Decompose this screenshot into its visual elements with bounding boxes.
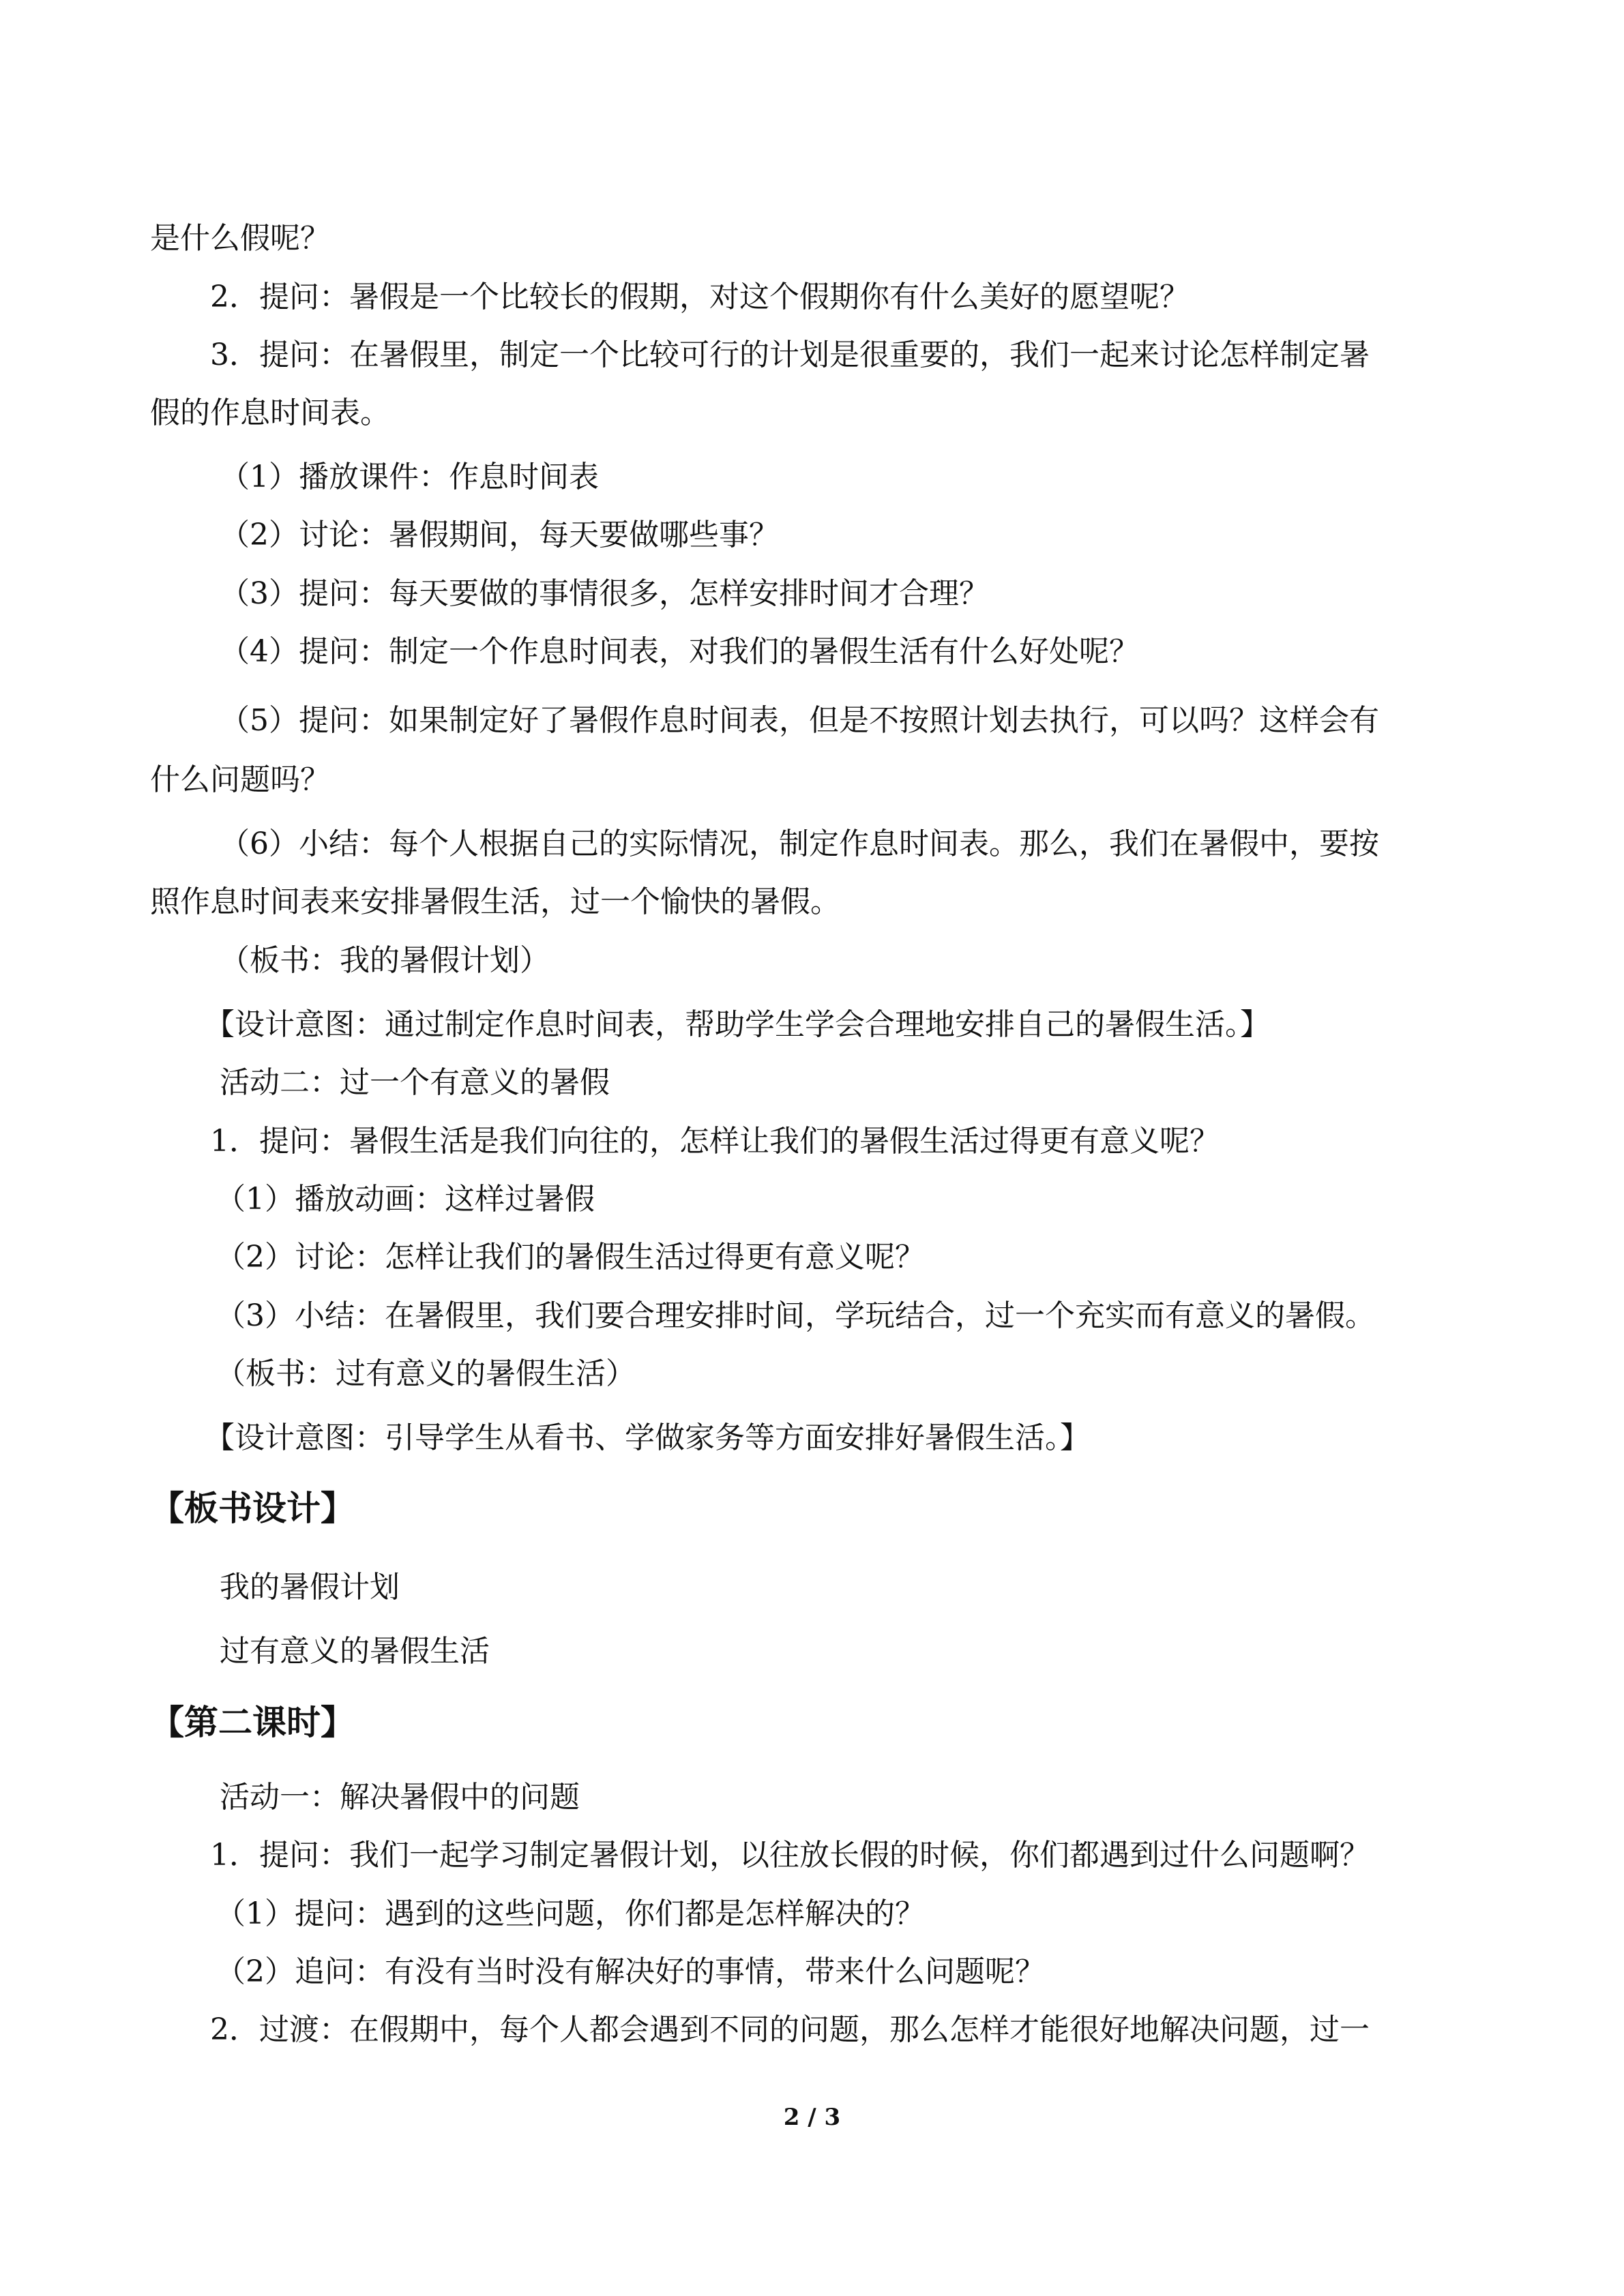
design-intent-note: 【设计意图：引导学生从看书、学做家务等方面安排好暑假生活。】: [205, 1420, 1090, 1455]
paragraph-line: （3）小结：在暑假里，我们要合理安排时间，学玩结合，过一个充实而有意义的暑假。: [216, 1298, 1375, 1333]
paragraph-line: 什么问题吗？: [150, 762, 330, 797]
paragraph-line: （5）提问：如果制定好了暑假作息时间表，但是不按照计划去执行，可以吗？这样会有: [220, 703, 1379, 738]
paragraph-line: （1）播放课件：作息时间表: [220, 460, 599, 494]
paragraph-line: （板书：过有意义的暑假生活）: [216, 1356, 636, 1391]
paragraph-line: （板书：我的暑假计划）: [220, 943, 550, 978]
paragraph-line: （1）播放动画：这样过暑假: [216, 1182, 595, 1217]
board-line: 过有意义的暑假生活: [220, 1634, 490, 1669]
activity-title: 活动一：解决暑假中的问题: [220, 1780, 580, 1815]
activity-title: 活动二：过一个有意义的暑假: [220, 1065, 610, 1100]
paragraph-line: 照作息时间表来安排暑假生活，过一个愉快的暑假。: [150, 884, 840, 919]
paragraph-line: 2．提问：暑假是一个比较长的假期，对这个假期你有什么美好的愿望呢？: [210, 280, 1190, 314]
paragraph-line: 1．提问：暑假生活是我们向往的，怎样让我们的暑假生活过得更有意义呢？: [210, 1124, 1220, 1159]
paragraph-line: 是什么假呢？: [150, 221, 330, 256]
paragraph-line: （6）小结：每个人根据自己的实际情况，制定作息时间表。那么，我们在暑假中，要按: [220, 826, 1379, 861]
paragraph-line: 2．过渡：在假期中，每个人都会遇到不同的问题，那么怎样才能很好地解决问题，过一: [210, 2012, 1370, 2047]
paragraph-line: （2）讨论：怎样让我们的暑假生活过得更有意义呢？: [216, 1240, 925, 1274]
page-number: 2 / 3: [783, 2104, 841, 2131]
board-line: 我的暑假计划: [220, 1570, 400, 1605]
paragraph-line: 假的作息时间表。: [150, 396, 390, 430]
paragraph-line: （1）提问：遇到的这些问题，你们都是怎样解决的？: [216, 1896, 925, 1931]
design-intent-note: 【设计意图：通过制定作息时间表，帮助学生学会合理地安排自己的暑假生活。】: [205, 1007, 1270, 1042]
paragraph-line: （2）追问：有没有当时没有解决好的事情，带来什么问题呢？: [216, 1954, 1045, 1989]
section-heading-board-design: 【板书设计】: [150, 1489, 355, 1528]
paragraph-line: 3．提问：在暑假里，制定一个比较可行的计划是很重要的，我们一起来讨论怎样制定暑: [210, 338, 1370, 372]
paragraph-line: （4）提问：制定一个作息时间表，对我们的暑假生活有什么好处呢？: [220, 634, 1139, 669]
paragraph-line: （3）提问：每天要做的事情很多，怎样安排时间才合理？: [220, 576, 989, 611]
paragraph-line: （2）讨论：暑假期间，每天要做哪些事？: [220, 518, 779, 552]
paragraph-line: 1．提问：我们一起学习制定暑假计划，以往放长假的时候，你们都遇到过什么问题啊？: [210, 1838, 1370, 1873]
section-heading-second-lesson: 【第二课时】: [150, 1703, 355, 1742]
